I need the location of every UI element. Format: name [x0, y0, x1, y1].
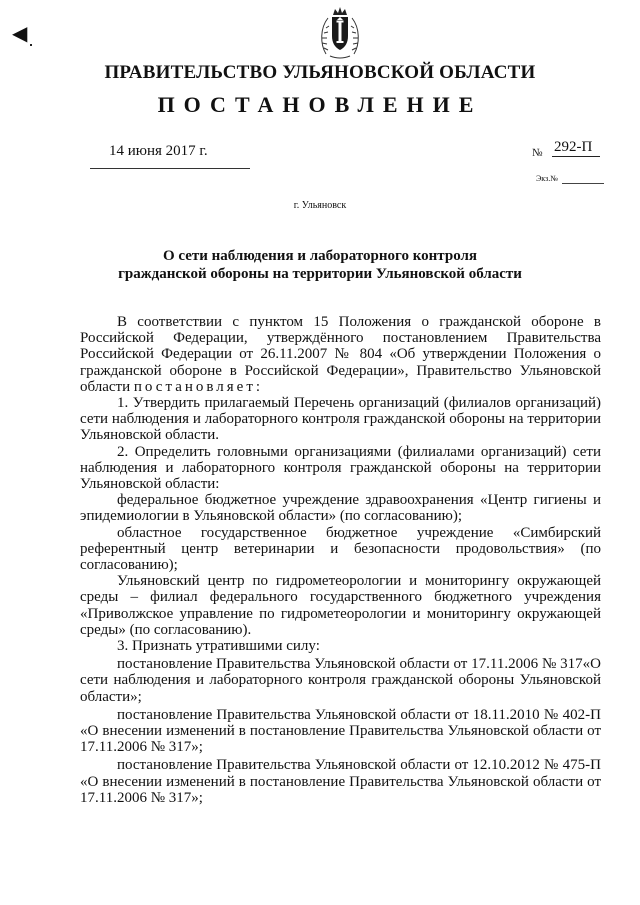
scan-corner-mark-icon: ◀: [12, 23, 28, 45]
document-type: ПОСТАНОВЛЕНИЕ: [157, 92, 483, 117]
scan-dot: [30, 44, 32, 46]
document-date: 14 июня 2017 г.: [109, 143, 208, 159]
paragraph-1: 1. Утвердить прилагаемый Перечень организаций (филиалов организаций) сети наблюдения и лабораторного контроля гражданской обороны на территории Ульяновской области.: [80, 395, 601, 444]
paragraph-3: 3. Признать утратившими силу:: [117, 638, 320, 655]
paragraph-2b: областное государственное бюджетное учреждение «Симбирский референтный центр ветеринарии и безопасности продовольствия» (по согласованию);: [80, 524, 601, 574]
paragraph-2c: Ульяновский центр по гидрометеорологии и мониторингу окружающей среды – филиал федерального государственного бюджетного учреждения «Приволжское управление по гидрометеорологии и мониторингу окружающей среды» (по согласованию).: [80, 573, 601, 638]
document-title: [0, 247, 640, 283]
paragraph-3b: постановление Правительства Ульяновской области от 18.11.2010 № 402-П «О внесении изменений в постановление Правительства Ульяновской области от 17.11.2006 № 317»;: [80, 706, 601, 756]
copy-underline: [562, 183, 604, 184]
paragraph-3a: постановление Правительства Ульяновской области от 17.11.2006 № 317«О сети наблюдения и лабораторного контроля гражданской обороны Ульяновской области»;: [80, 656, 601, 705]
paragraph-3c: постановление Правительства Ульяновской области от 12.10.2012 № 475-П «О внесении изменений в постановление Правительства Ульяновской области от 17.11.2006 № 317»;: [80, 757, 601, 806]
title-line-2: гражданской обороны на территории Ульяновской области: [118, 266, 522, 282]
document-number: 292-П: [552, 139, 600, 157]
paragraph-intro: [80, 314, 601, 395]
number-prefix: №: [532, 147, 543, 159]
paragraph-2a: федеральное бюджетное учреждение здравоохранения «Центр гигиены и эпидемиологии в Ульяновской области» (по согласованию);: [80, 492, 601, 525]
document-body: [80, 314, 601, 806]
intro-decree: постановляет:: [133, 378, 264, 395]
coat-of-arms-icon: [318, 4, 362, 60]
date-underline: [90, 168, 250, 169]
title-line-1: О сети наблюдения и лабораторного контроля: [162, 248, 478, 264]
org-name: ПРАВИТЕЛЬСТВО УЛЬЯНОВСКОЙ ОБЛАСТИ: [104, 62, 536, 83]
copy-label: Экз.№: [536, 174, 558, 183]
paragraph-2: 2. Определить головными организациями (филиалами организаций) сети наблюдения и лабораторного контроля гражданской обороны на территории Ульяновской области:: [80, 443, 601, 493]
city: г. Ульяновск: [293, 200, 347, 211]
intro-text: В соответствии с пунктом 15 Положения о гражданской обороне в Российской Федерации, утверждённого постановлением Правительства Российской Федерации от 26.11.2007 № 804 «Об утверждении Положения о гражданской обороне в Российской Федерации», Правительство Ульяновской области: [80, 314, 601, 395]
